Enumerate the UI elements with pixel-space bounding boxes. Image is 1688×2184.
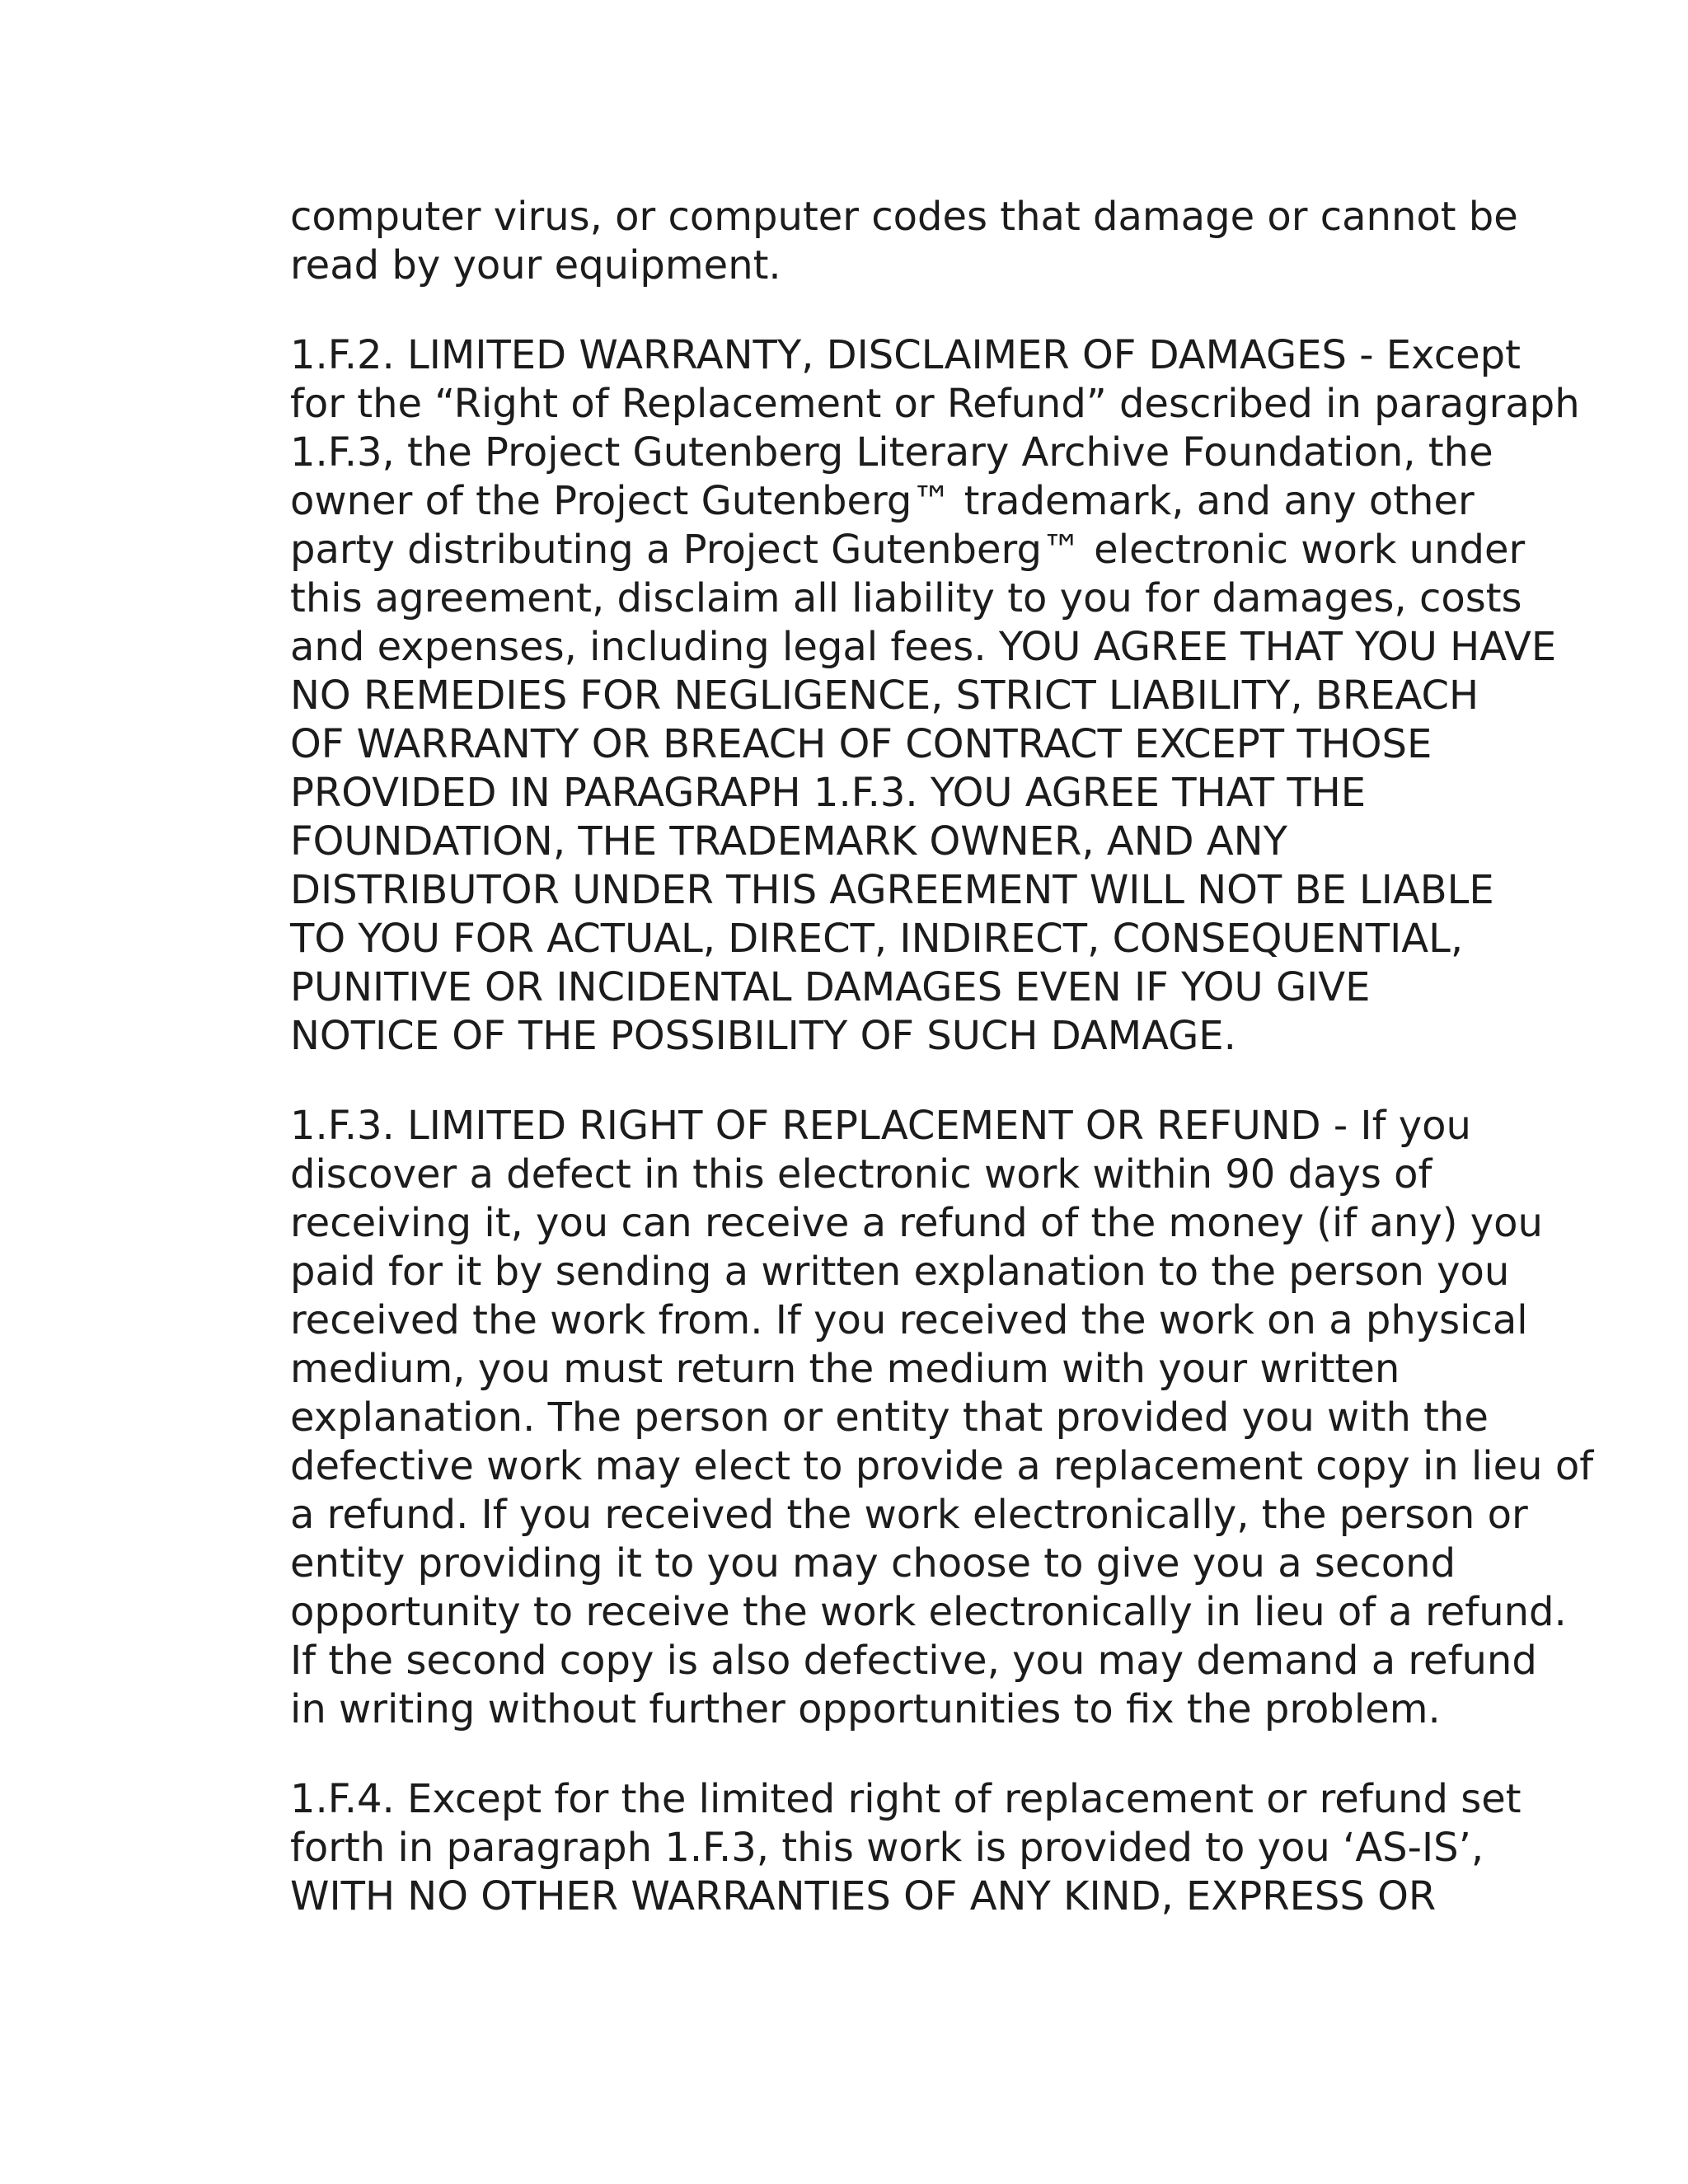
text-line: DISTRIBUTOR UNDER THIS AGREEMENT WILL NOT BE LIABLE bbox=[290, 867, 1494, 913]
text-line: 1.F.3, the Project Gutenberg Literary Archive Foundation, the bbox=[290, 429, 1493, 476]
text-line: owner of the Project Gutenberg™ trademark, and any other bbox=[290, 478, 1475, 524]
text-line: NO REMEDIES FOR NEGLIGENCE, STRICT LIABILITY, BREACH bbox=[290, 673, 1479, 719]
paragraph-continuation bbox=[290, 193, 1576, 290]
text-line: in writing without further opportunities to fix the problem. bbox=[290, 1686, 1441, 1732]
text-line: for the “Right of Replacement or Refund” described in paragraph bbox=[290, 381, 1580, 427]
text-line: defective work may elect to provide a replacement copy in lieu of bbox=[290, 1443, 1594, 1489]
text-line: opportunity to receive the work electronically in lieu of a refund. bbox=[290, 1589, 1567, 1635]
text-line: this agreement, disclaim all liability to you for damages, costs bbox=[290, 575, 1522, 621]
text-line: receiving it, you can receive a refund of the money (if any) you bbox=[290, 1200, 1543, 1246]
text-line: OF WARRANTY OR BREACH OF CONTRACT EXCEPT THOSE bbox=[290, 721, 1432, 767]
text-line: explanation. The person or entity that provided you with the bbox=[290, 1394, 1489, 1441]
text-line: 1.F.4. Except for the limited right of replacement or refund set bbox=[290, 1776, 1522, 1822]
text-line: computer virus, or computer codes that damage or cannot be bbox=[290, 194, 1518, 240]
paragraph-spacer bbox=[290, 1061, 1576, 1102]
text-line: NOTICE OF THE POSSIBILITY OF SUCH DAMAGE. bbox=[290, 1013, 1236, 1059]
text-line: 1.F.2. LIMITED WARRANTY, DISCLAIMER OF DAMAGES - Except bbox=[290, 332, 1521, 378]
text-line: medium, you must return the medium with your written bbox=[290, 1346, 1400, 1392]
text-line: received the work from. If you received the work on a physical bbox=[290, 1297, 1528, 1343]
text-line: 1.F.3. LIMITED RIGHT OF REPLACEMENT OR REFUND - If you bbox=[290, 1103, 1471, 1149]
text-line: WITH NO OTHER WARRANTIES OF ANY KIND, EXPRESS OR bbox=[290, 1873, 1437, 1919]
paragraph-spacer bbox=[290, 1734, 1576, 1775]
text-line: paid for it by sending a written explanation to the person you bbox=[290, 1249, 1510, 1295]
text-line: entity providing it to you may choose to give you a second bbox=[290, 1540, 1456, 1586]
text-line: TO YOU FOR ACTUAL, DIRECT, INDIRECT, CONSEQUENTIAL, bbox=[290, 916, 1464, 962]
paragraph-spacer bbox=[290, 290, 1576, 331]
text-line: and expenses, including legal fees. YOU AGREE THAT YOU HAVE bbox=[290, 624, 1557, 670]
text-line: forth in paragraph 1.F.3, this work is provided to you ‘AS-IS’, bbox=[290, 1825, 1484, 1871]
text-line: party distributing a Project Gutenberg™ electronic work under bbox=[290, 527, 1526, 573]
text-line: PROVIDED IN PARAGRAPH 1.F.3. YOU AGREE THAT THE bbox=[290, 770, 1367, 816]
text-line: read by your equipment. bbox=[290, 242, 781, 288]
paragraph-1f2 bbox=[290, 331, 1580, 1061]
paragraph-1f4 bbox=[290, 1775, 1576, 1921]
text-line: a refund. If you received the work electronically, the person or bbox=[290, 1492, 1528, 1538]
text-line: PUNITIVE OR INCIDENTAL DAMAGES EVEN IF YOU GIVE bbox=[290, 964, 1371, 1010]
document-body bbox=[290, 193, 1594, 1921]
text-line: discover a defect in this electronic work within 90 days of bbox=[290, 1151, 1432, 1197]
text-line: If the second copy is also defective, you may demand a refund bbox=[290, 1638, 1537, 1684]
text-line: FOUNDATION, THE TRADEMARK OWNER, AND ANY bbox=[290, 818, 1287, 865]
paragraph-1f3 bbox=[290, 1102, 1594, 1734]
